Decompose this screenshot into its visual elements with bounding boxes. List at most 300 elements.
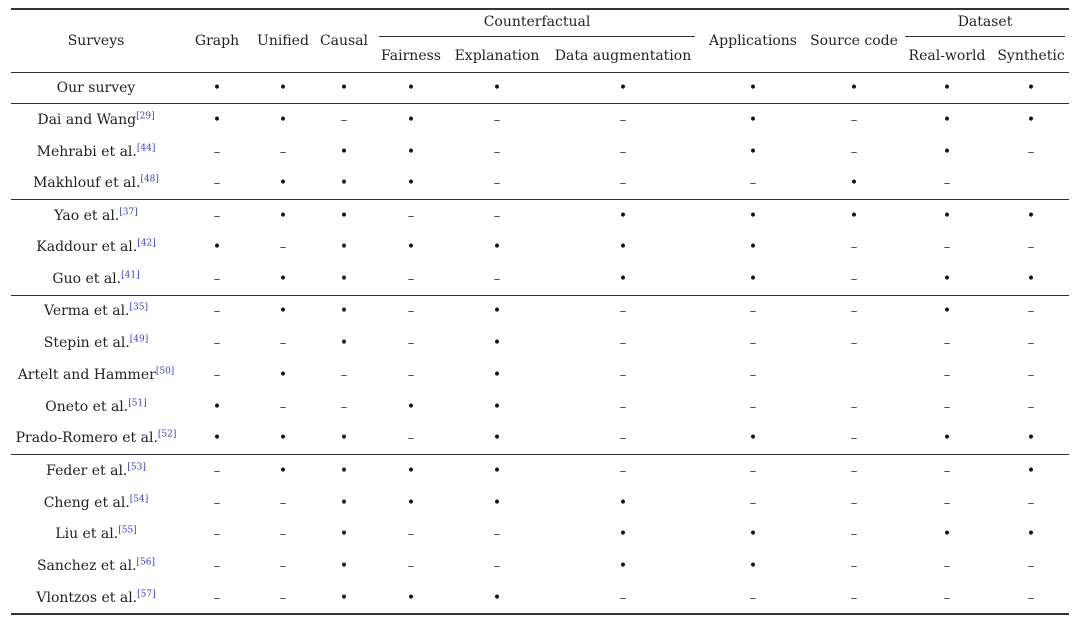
citation-ref: [49]	[129, 334, 149, 345]
bullet-mark: •	[492, 589, 502, 606]
citation-ref: [29]	[136, 111, 155, 122]
dash-mark: –	[407, 527, 415, 543]
bullet-mark: •	[942, 207, 952, 224]
bullet-mark: •	[748, 79, 758, 96]
mark-cell	[375, 518, 447, 550]
table-row	[11, 455, 1069, 487]
bullet-mark: •	[212, 398, 222, 415]
bullet-mark: •	[339, 558, 349, 575]
mark-cell	[447, 168, 547, 200]
mark-cell	[447, 391, 547, 423]
dash-mark: –	[1027, 304, 1035, 320]
mark-cell	[447, 231, 547, 263]
dash-mark: –	[340, 367, 348, 383]
mark-cell	[901, 455, 993, 487]
mark-cell	[447, 104, 547, 136]
bullet-mark: •	[942, 303, 952, 320]
bullet-mark: •	[406, 112, 416, 129]
bullet-mark: •	[278, 175, 288, 192]
header-dataset-group	[901, 9, 1069, 40]
dash-mark: –	[943, 590, 951, 606]
mark-cell	[807, 72, 901, 104]
mark-cell	[181, 518, 253, 550]
dash-mark: –	[279, 144, 287, 160]
mark-cell	[699, 72, 807, 104]
mark-cell	[547, 487, 699, 519]
mark-cell	[375, 136, 447, 168]
bullet-mark: •	[406, 175, 416, 192]
bullet-mark: •	[212, 79, 222, 96]
header-graph: Graph	[181, 9, 253, 72]
table-row	[11, 327, 1069, 359]
dash-mark: –	[850, 495, 858, 511]
mark-cell	[807, 487, 901, 519]
mark-cell	[547, 423, 699, 455]
bullet-mark: •	[849, 207, 859, 224]
dash-mark: –	[1027, 495, 1035, 511]
mark-cell	[807, 391, 901, 423]
mark-cell	[807, 168, 901, 200]
dash-mark: –	[619, 367, 627, 383]
survey-name-cell	[11, 550, 181, 582]
bullet-mark: •	[748, 526, 758, 543]
dash-mark: –	[619, 144, 627, 160]
mark-cell	[807, 295, 901, 327]
mark-cell	[181, 327, 253, 359]
dash-mark: –	[279, 399, 287, 415]
mark-cell	[901, 168, 993, 200]
mark-cell	[699, 327, 807, 359]
dash-mark: –	[407, 559, 415, 575]
dash-mark: –	[340, 113, 348, 129]
mark-cell	[313, 455, 375, 487]
mark-cell	[993, 327, 1069, 359]
mark-cell	[181, 200, 253, 232]
mark-cell	[547, 359, 699, 391]
mark-cell	[807, 423, 901, 455]
survey-name: Guo et al.	[52, 271, 122, 288]
mark-cell	[313, 295, 375, 327]
mark-cell	[993, 455, 1069, 487]
mark-cell	[993, 200, 1069, 232]
mark-cell	[447, 295, 547, 327]
dash-mark: –	[279, 559, 287, 575]
survey-comparison-table	[11, 8, 1069, 615]
mark-cell	[699, 168, 807, 200]
mark-cell	[375, 72, 447, 104]
table-row	[11, 550, 1069, 582]
header-causal: Causal	[313, 9, 375, 72]
mark-cell	[993, 359, 1069, 391]
dash-mark: –	[850, 113, 858, 129]
citation-ref: [57]	[137, 589, 156, 600]
bullet-mark: •	[942, 112, 952, 129]
mark-cell	[253, 200, 313, 232]
mark-cell	[547, 136, 699, 168]
dash-mark: –	[850, 144, 858, 160]
header-applications: Applications	[699, 9, 807, 72]
dash-mark: –	[749, 304, 757, 320]
mark-cell	[699, 423, 807, 455]
mark-cell	[375, 423, 447, 455]
survey-name: Cheng et al.	[43, 494, 130, 511]
mark-cell	[253, 327, 313, 359]
bullet-mark: •	[278, 79, 288, 96]
table-row	[11, 231, 1069, 263]
mark-cell	[181, 455, 253, 487]
mark-cell	[181, 582, 253, 614]
mark-cell	[253, 391, 313, 423]
dash-mark: –	[619, 113, 627, 129]
bullet-mark: •	[492, 335, 502, 352]
mark-cell	[447, 455, 547, 487]
mark-cell	[993, 391, 1069, 423]
mark-cell	[699, 263, 807, 295]
bullet-mark: •	[618, 558, 628, 575]
bullet-mark: •	[618, 494, 628, 511]
mark-cell	[375, 550, 447, 582]
dash-mark: –	[340, 399, 348, 415]
bullet-mark: •	[492, 462, 502, 479]
citation-ref: [48]	[140, 174, 159, 185]
mark-cell	[313, 423, 375, 455]
mark-cell	[547, 231, 699, 263]
bullet-mark: •	[1026, 112, 1036, 129]
dash-mark: –	[943, 240, 951, 256]
mark-cell	[807, 455, 901, 487]
bullet-mark: •	[406, 494, 416, 511]
survey-name-cell	[11, 295, 181, 327]
mark-cell	[993, 582, 1069, 614]
mark-cell	[375, 359, 447, 391]
mark-cell	[547, 550, 699, 582]
survey-name: Our survey	[56, 79, 136, 96]
dash-mark: –	[279, 527, 287, 543]
mark-cell	[547, 168, 699, 200]
mark-cell	[901, 295, 993, 327]
table-row	[11, 263, 1069, 295]
mark-cell	[807, 582, 901, 614]
dash-mark: –	[749, 367, 757, 383]
header-surveys: Surveys	[11, 9, 181, 72]
mark-cell	[313, 327, 375, 359]
citation-ref: [53]	[127, 462, 146, 473]
mark-cell	[901, 104, 993, 136]
dash-mark: –	[850, 559, 858, 575]
dash-mark: –	[749, 495, 757, 511]
dash-mark: –	[407, 304, 415, 320]
table-row	[11, 104, 1069, 136]
bullet-mark: •	[278, 303, 288, 320]
mark-cell	[375, 455, 447, 487]
mark-cell	[375, 168, 447, 200]
mark-cell	[447, 550, 547, 582]
bullet-mark: •	[1026, 430, 1036, 447]
dash-mark: –	[850, 336, 858, 352]
citation-ref: [44]	[136, 143, 156, 154]
mark-cell	[901, 72, 993, 104]
header-fairness: Fairness	[381, 47, 441, 64]
mark-cell	[181, 423, 253, 455]
mark-cell	[699, 231, 807, 263]
mark-cell	[447, 582, 547, 614]
bullet-mark: •	[748, 271, 758, 288]
mark-cell	[447, 72, 547, 104]
bullet-mark: •	[942, 526, 952, 543]
dash-mark: –	[850, 527, 858, 543]
dash-mark: –	[619, 431, 627, 447]
survey-name: Oneto et al.	[45, 398, 129, 415]
survey-name-cell	[11, 72, 181, 104]
bullet-mark: •	[618, 526, 628, 543]
table-row	[11, 518, 1069, 550]
survey-name: Vlontzos et al.	[36, 589, 138, 606]
survey-name: Sanchez et al.	[36, 558, 137, 575]
mark-cell	[547, 263, 699, 295]
mark-cell	[447, 327, 547, 359]
mark-cell	[181, 487, 253, 519]
mark-cell	[901, 550, 993, 582]
dash-mark: –	[213, 590, 221, 606]
header-synthetic: Synthetic	[997, 47, 1065, 64]
dash-mark: –	[943, 495, 951, 511]
mark-cell	[253, 455, 313, 487]
mark-cell	[807, 231, 901, 263]
dash-mark: –	[850, 463, 858, 479]
mark-cell	[181, 359, 253, 391]
table-row	[11, 359, 1069, 391]
mark-cell	[699, 104, 807, 136]
mark-cell	[547, 72, 699, 104]
dash-mark: –	[1027, 559, 1035, 575]
table-body	[11, 72, 1069, 614]
dash-mark: –	[213, 176, 221, 192]
dash-mark: –	[619, 304, 627, 320]
citation-ref: [56]	[136, 557, 156, 568]
mark-cell	[807, 550, 901, 582]
bullet-mark: •	[1026, 207, 1036, 224]
mark-cell	[993, 550, 1069, 582]
dash-mark: –	[213, 559, 221, 575]
dash-mark: –	[850, 240, 858, 256]
dash-mark: –	[213, 463, 221, 479]
survey-name: Kaddour et al.	[36, 239, 138, 256]
dash-mark: –	[1027, 240, 1035, 256]
mark-cell	[253, 487, 313, 519]
dash-mark: –	[943, 559, 951, 575]
bullet-mark: •	[278, 207, 288, 224]
mark-cell	[699, 455, 807, 487]
dash-mark: –	[943, 399, 951, 415]
dash-mark: –	[213, 367, 221, 383]
survey-name-cell	[11, 263, 181, 295]
mark-cell	[699, 391, 807, 423]
mark-cell	[807, 104, 901, 136]
mark-cell	[447, 200, 547, 232]
mark-cell	[901, 327, 993, 359]
citation-ref: [41]	[121, 270, 140, 281]
bullet-mark: •	[492, 430, 502, 447]
mark-cell	[375, 295, 447, 327]
survey-name: Mehrabi et al.	[36, 143, 137, 160]
dash-mark: –	[493, 113, 501, 129]
bullet-mark: •	[278, 271, 288, 288]
mark-cell	[901, 391, 993, 423]
mark-cell	[375, 327, 447, 359]
survey-name-cell	[11, 231, 181, 263]
dash-mark: –	[213, 336, 221, 352]
mark-cell	[447, 518, 547, 550]
bullet-mark: •	[339, 335, 349, 352]
mark-cell	[253, 295, 313, 327]
survey-name: Stepin et al.	[43, 335, 130, 352]
bullet-mark: •	[748, 143, 758, 160]
dash-mark: –	[407, 367, 415, 383]
mark-cell	[181, 104, 253, 136]
survey-name-cell	[11, 391, 181, 423]
dash-mark: –	[213, 527, 221, 543]
mark-cell	[993, 423, 1069, 455]
bullet-mark: •	[278, 366, 288, 383]
dash-mark: –	[619, 463, 627, 479]
dash-mark: –	[619, 399, 627, 415]
bullet-mark: •	[406, 239, 416, 256]
mark-cell	[699, 518, 807, 550]
bullet-mark: •	[748, 558, 758, 575]
mark-cell	[699, 136, 807, 168]
mark-cell	[547, 104, 699, 136]
bullet-mark: •	[212, 239, 222, 256]
header-data-augmentation: Data augmentation	[554, 47, 692, 64]
bullet-mark: •	[618, 79, 628, 96]
mark-cell	[807, 327, 901, 359]
header-counterfactual-group	[375, 9, 699, 40]
mark-cell	[807, 136, 901, 168]
dash-mark: –	[407, 336, 415, 352]
mark-cell	[547, 582, 699, 614]
bullet-mark: •	[618, 207, 628, 224]
survey-name: Feder et al.	[46, 462, 128, 479]
dash-mark: –	[749, 590, 757, 606]
bullet-mark: •	[492, 366, 502, 383]
mark-cell	[181, 391, 253, 423]
survey-name: Artelt and Hammer	[17, 366, 156, 383]
bullet-mark: •	[1026, 462, 1036, 479]
bullet-mark: •	[339, 175, 349, 192]
bullet-mark: •	[942, 79, 952, 96]
mark-cell	[375, 263, 447, 295]
survey-name-cell	[11, 518, 181, 550]
survey-name-cell	[11, 104, 181, 136]
table-row	[11, 423, 1069, 455]
survey-name: Dai and Wang	[37, 112, 137, 129]
mark-cell	[547, 518, 699, 550]
dash-mark: –	[493, 272, 501, 288]
bullet-mark: •	[278, 112, 288, 129]
dash-mark: –	[279, 495, 287, 511]
mark-cell	[547, 391, 699, 423]
mark-cell	[901, 582, 993, 614]
bullet-mark: •	[406, 589, 416, 606]
citation-ref: [42]	[137, 238, 156, 249]
mark-cell	[901, 359, 993, 391]
mark-cell	[253, 72, 313, 104]
mark-cell	[253, 104, 313, 136]
dash-mark: –	[749, 463, 757, 479]
mark-cell	[181, 136, 253, 168]
mark-cell	[253, 231, 313, 263]
mark-cell	[375, 104, 447, 136]
mark-cell	[993, 487, 1069, 519]
mark-cell	[901, 423, 993, 455]
dash-mark: –	[493, 176, 501, 192]
mark-cell	[699, 359, 807, 391]
table-row	[11, 582, 1069, 614]
bullet-mark: •	[942, 430, 952, 447]
mark-cell	[447, 423, 547, 455]
table-row	[11, 200, 1069, 232]
mark-cell	[901, 518, 993, 550]
survey-name-cell	[11, 487, 181, 519]
survey-name-cell	[11, 168, 181, 200]
mark-cell	[253, 263, 313, 295]
mark-cell	[313, 72, 375, 104]
bullet-mark: •	[212, 430, 222, 447]
survey-name-cell	[11, 327, 181, 359]
bullet-mark: •	[492, 303, 502, 320]
mark-cell	[313, 104, 375, 136]
dash-mark: –	[407, 431, 415, 447]
mark-cell	[901, 136, 993, 168]
dash-mark: –	[493, 208, 501, 224]
bullet-mark: •	[339, 494, 349, 511]
dash-mark: –	[943, 367, 951, 383]
bullet-mark: •	[339, 271, 349, 288]
dash-mark: –	[850, 399, 858, 415]
dash-mark: –	[619, 590, 627, 606]
dash-mark: –	[749, 399, 757, 415]
dash-mark: –	[749, 336, 757, 352]
mark-cell	[181, 263, 253, 295]
bullet-mark: •	[406, 398, 416, 415]
survey-name-cell	[11, 359, 181, 391]
citation-ref: [55]	[118, 525, 137, 536]
survey-name-cell	[11, 136, 181, 168]
mark-cell	[313, 518, 375, 550]
dash-mark: –	[213, 208, 221, 224]
header-counterfactual: Counterfactual	[379, 14, 695, 37]
mark-cell	[901, 263, 993, 295]
dash-mark: –	[749, 176, 757, 192]
bullet-mark: •	[339, 589, 349, 606]
bullet-mark: •	[492, 494, 502, 511]
mark-cell	[993, 72, 1069, 104]
dash-mark: –	[407, 208, 415, 224]
dash-mark: –	[850, 304, 858, 320]
bullet-mark: •	[339, 430, 349, 447]
mark-cell	[313, 359, 375, 391]
table-row	[11, 295, 1069, 327]
bullet-mark: •	[492, 239, 502, 256]
header-explanation: Explanation	[454, 47, 540, 64]
dash-mark: –	[213, 144, 221, 160]
mark-cell	[253, 518, 313, 550]
dash-mark: –	[943, 463, 951, 479]
bullet-mark: •	[339, 526, 349, 543]
header-source-code: Source code	[807, 9, 901, 72]
survey-name-cell	[11, 423, 181, 455]
survey-name-cell	[11, 582, 181, 614]
